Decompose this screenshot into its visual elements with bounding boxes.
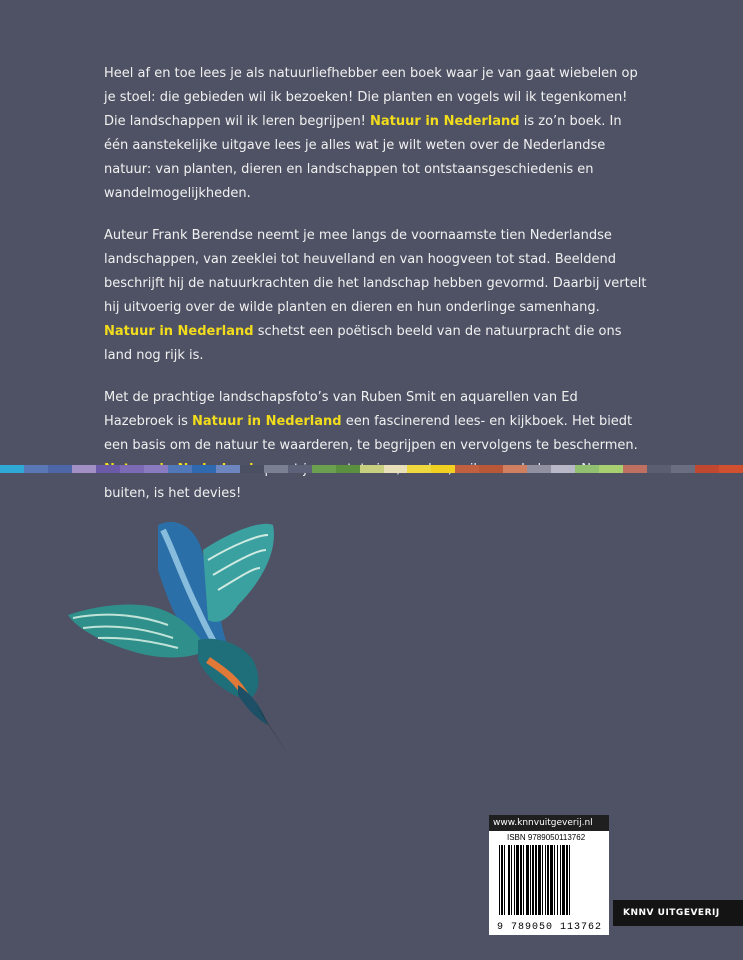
barcode [489, 831, 609, 935]
stripe-segment [336, 465, 360, 473]
barcode-bar [511, 845, 512, 915]
stripe-segment [551, 465, 575, 473]
stripe-segment [360, 465, 384, 473]
barcode-bar [535, 845, 537, 915]
paragraph-3 [104, 386, 649, 506]
paragraph-text: Met de prachtige landschapsfoto’s van Ruben Smit en aquarellen van Ed Hazebroek is [104, 390, 578, 429]
stripe-segment [455, 465, 479, 473]
book-title-highlight: Natuur in Nederland [192, 414, 342, 429]
stripe-segment [647, 465, 671, 473]
paragraph-1 [104, 62, 649, 206]
stripe-segment [168, 465, 192, 473]
barcode-bar [550, 845, 553, 915]
stripe-segment [575, 465, 599, 473]
stripe-segment [24, 465, 48, 473]
publisher-url: www.knnvuitgeverij.nl [489, 815, 609, 831]
stripe-segment [288, 465, 312, 473]
stripe-segment [192, 465, 216, 473]
stripe-segment [431, 465, 455, 473]
paragraph-text: schetst een poëtisch beeld van de natuurpracht die ons land nog rijk is. [104, 324, 622, 363]
stripe-segment [0, 465, 24, 473]
stripe-segment [719, 465, 743, 473]
stripe-segment [503, 465, 527, 473]
barcode-bar [566, 845, 568, 915]
stripe-segment [671, 465, 695, 473]
barcode-bar [520, 845, 522, 915]
barcode-number: 9 789050 113762 [497, 922, 603, 933]
stripe-segment [527, 465, 551, 473]
stripe-segment [240, 465, 264, 473]
paragraph-2 [104, 224, 649, 368]
stripe-segment [695, 465, 719, 473]
back-cover-text [104, 62, 649, 524]
barcode-bar [542, 845, 543, 915]
stripe-segment [384, 465, 408, 473]
barcode-bar [508, 845, 510, 915]
stripe-segment [264, 465, 288, 473]
stripe-segment [96, 465, 120, 473]
barcode-bar [530, 845, 531, 915]
barcode-block [489, 815, 609, 935]
stripe-segment [599, 465, 623, 473]
barcode-bar [560, 845, 561, 915]
color-stripe [0, 465, 743, 473]
barcode-bar [547, 845, 549, 915]
stripe-segment [48, 465, 72, 473]
stripe-segment [407, 465, 431, 473]
barcode-bar [557, 845, 558, 915]
stripe-segment [479, 465, 503, 473]
stripe-segment [120, 465, 144, 473]
barcode-bar [504, 845, 505, 915]
stripe-segment [144, 465, 168, 473]
stripe-segment [216, 465, 240, 473]
book-title-highlight: Natuur in Nederland [104, 324, 254, 339]
isbn-label: ISBN 9789050113762 [507, 833, 586, 842]
barcode-bar [569, 845, 570, 915]
barcode-bar [554, 845, 555, 915]
barcode-bar [514, 845, 515, 915]
barcode-bar [538, 845, 541, 915]
barcode-bar [562, 845, 565, 915]
barcode-bar [532, 845, 534, 915]
barcode-bar [499, 845, 500, 915]
paragraph-text: buiten, is het devies! [104, 486, 242, 501]
barcode-bar [501, 845, 503, 915]
paragraph-text: Heel af en toe lees je als natuurliefhebber een boek waar je van gaat wiebelen op je stoel: die gebieden wil ik bezoeken! Die planten en vogels wil ik tegenkomen! Die landschappen wil ik leren begrijpen! [104, 66, 638, 129]
kingfisher-illustration [58, 510, 298, 760]
paragraph-text: is zo’n boek. In één aanstekelijke uitgave lees je alles wat je wilt weten over de Nederlandse natuur: van planten, dieren en landschappen tot ontstaansgeschiedenis en wandelmogelijkheden. [104, 114, 622, 201]
stripe-segment [72, 465, 96, 473]
paragraph-text: een fascinerend lees- en kijkboek. Het biedt een basis om de natuur te waarderen, te begrijpen en vervolgens te beschermen. [104, 414, 638, 453]
barcode-bar [526, 845, 529, 915]
paragraph-text: Auteur Frank Berendse neemt je mee langs de voornaamste tien Nederlandse landschappen, van zeeklei tot heuvelland en van hoogveen tot stad. Beeldend beschrijft hij de natuurkrachten die het landschap hebben gevormd. Daarbij vertelt hij uitvoerig over de wilde planten en dieren en hun onderlinge samenhang. [104, 228, 647, 315]
barcode-bar [545, 845, 546, 915]
barcode-bar [516, 845, 519, 915]
stripe-segment [623, 465, 647, 473]
book-title-highlight: Natuur in Nederland [370, 114, 520, 129]
barcode-bar [523, 845, 524, 915]
barcode-bars [499, 845, 599, 915]
stripe-segment [312, 465, 336, 473]
publisher-label: KNNV UITGEVERIJ [613, 900, 743, 926]
